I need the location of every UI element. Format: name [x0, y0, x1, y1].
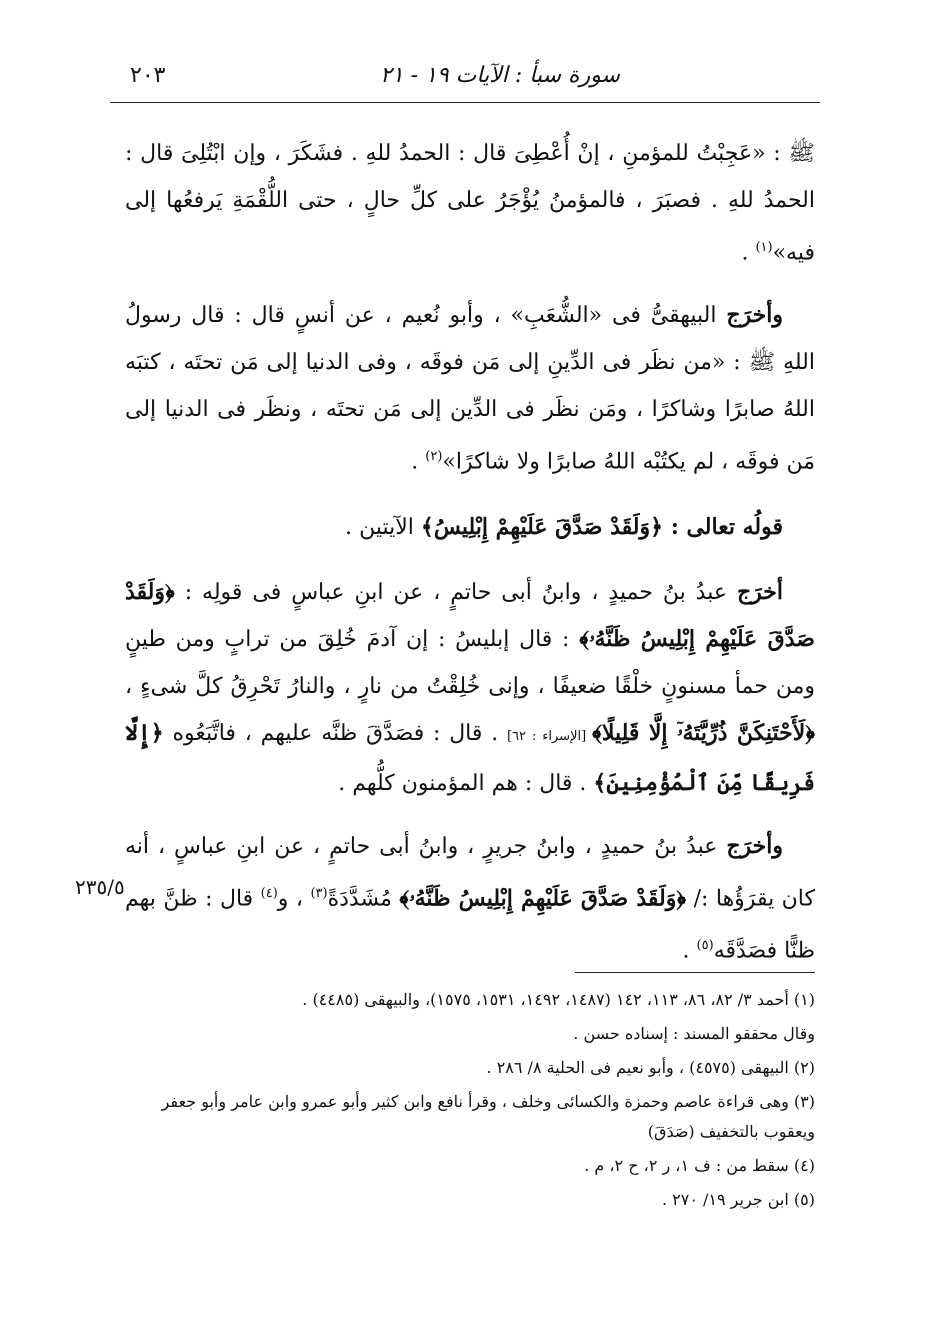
- paragraph-lead: أخرَج: [736, 578, 783, 605]
- footnote-5: (٥) ابن جرير ١٩/ ٢٧٠ .: [661, 1190, 815, 1209]
- footnote-2: (٢) البيهقى (٤٥٧٥) ، وأبو نعيم فى الحلية ٨/ ٢٨٦ .: [486, 1058, 815, 1077]
- header-rule: [110, 102, 820, 103]
- paragraph-tafsir-1: [125, 569, 815, 807]
- paragraph-end: .: [411, 449, 426, 475]
- verse-quote: ﴿وَلَقَدْ صَدَّقَ عَلَيْهِمْ إِبْلِيسُ ظَنَّهُۥ﴾: [125, 578, 815, 652]
- footnote-marker-1: (١): [755, 240, 773, 255]
- paragraph-lead: وأخرَج: [726, 302, 783, 329]
- footnote-4: (٤) سقط من : ف ١، ر ٢، ح ٢، م .: [584, 1156, 815, 1175]
- footnote-1: (١) أحمد ٣/ ٨٢، ٨٦، ١١٣، ١٤٢ (١٤٨٧، ١٤٩٢، ١٥٣١، ١٥٧٥)، والبيهقى (٤٤٨٥) .: [302, 990, 815, 1009]
- paragraph-text: البيهقىُّ فى «الشُّعَبِ» ، وأبو نُعيم ، عن أنسٍ قال : قال رسولُ اللهِ ﷺ : «من نظَر فى الدِّينِ إلى مَن فوقَه ، وفى الدنيا إلى مَن تحتَه ، كتبَه اللهُ صابرًا وشاكرًا ، ومَن نظَر فى الدِّين إلى مَن تحتَه ، ونظَر فى الدنيا إلى مَن فوقَه ، لم يكتُبْه اللهُ صابرًا ولا شاكرًا»: [125, 303, 815, 475]
- margin-page-reference: ٢٣٥/٥: [75, 875, 125, 899]
- footnote-marker-3: (٣): [310, 885, 328, 901]
- heading-tail: الآيتين .: [345, 514, 421, 540]
- footnotes: [125, 985, 815, 1219]
- paragraph-end: .: [682, 938, 697, 964]
- paragraph-text: ، و: [277, 885, 311, 911]
- paragraph-text: قال : ظنَّ بهم ظنًّا فصَدَّقَه: [125, 885, 815, 964]
- paragraph-text: مُشَدَّدَةً: [327, 885, 400, 911]
- paragraph-end: .: [741, 240, 756, 266]
- footnote-marker-2: (٢): [425, 449, 443, 465]
- heading-verse: ﴿وَلَقَدْ صَدَّقَ عَلَيْهِمْ إِبْلِيسُ﴾: [420, 513, 671, 540]
- paragraph-lead: وأخرَج: [726, 832, 783, 859]
- footnote-marker-5: (٥): [696, 937, 714, 953]
- paragraph-text: . قال : فصَدَّقَ ظنَّه عليهم ، فاتَّبَعُوه: [163, 720, 507, 746]
- running-title: سورة سبأ : الآيات ١٩ - ٢١: [379, 63, 620, 88]
- footnote-1-note: وقال محققو المسند : إسناده حسن .: [573, 1024, 815, 1043]
- verse-quote: ﴿لَأَحْتَنِكَنَّ ذُرِّيَّتَهُۥٓ إِلَّا قَلِيلًا﴾: [592, 719, 815, 746]
- paragraph-text: ﷺ : «عَجِبْتُ للمؤمنِ ، إنْ أُعْطِىَ قال : الحمدُ للهِ . فشَكَرَ ، وإن ابْتُلِىَ قال : الحمدُ للهِ . فصبَرَ ، فالمؤمنُ يُؤْجَرُ على كلِّ حالٍ ، حتى اللُّقْمَةِ يَرفعُها إلى فيه»: [125, 141, 815, 266]
- paragraph-hadith-2: [125, 292, 815, 485]
- footnote-marker-4: (٤): [260, 885, 278, 901]
- paragraph-text: . قال : هم المؤمنون كلُّهم .: [338, 770, 594, 796]
- paragraph-tafsir-2: [125, 823, 815, 975]
- verse-quote: ﴿إِلَّا فَرِيقًا مِّنَ ٱلْمُؤْمِنِينَ﴾: [125, 719, 815, 796]
- paragraph-hadith-1: [125, 130, 815, 276]
- footnote-3: (٣) وهى قراءة عاصم وحمزة والكسائى وخلف ، وقرأ نافع وابن كثير وأبو عمرو وابن عامر وأبو جعفر ويعقوب بالتخفيف (صَدَقَ): [161, 1092, 815, 1141]
- verse-reference: [الإسراء : ٦٢]: [506, 728, 593, 744]
- main-text: [125, 130, 815, 990]
- paragraph-text: : قال إبليسُ : إن آدمَ خُلِقَ من ترابٍ ومن طينٍ ومن حمأ مسنونٍ خلْقًا ضعيفًا ، وإنى خُلِقْتُ من نارٍ ، والنارُ تَحْرِقُ كلَّ شىءٍ ،: [125, 626, 815, 699]
- footnote-rule: [575, 972, 815, 973]
- paragraph-text: عبدُ بنُ حميدٍ ، وابنُ جريرٍ ، وابنُ أبى حاتمٍ ، عن ابنِ عباسٍ ، أنه كان يقرَؤُها :/: [125, 833, 815, 911]
- verse-heading: [125, 504, 815, 551]
- page-number: ٢٠٣: [130, 63, 166, 88]
- verse-quote: ﴿وَلَقَدْ صَدَّقَ عَلَيْهِمْ إِبْلِيسُ ظَنَّهُۥ﴾: [399, 884, 687, 911]
- page-header: [110, 55, 820, 95]
- paragraph-text: عبدُ بنُ حميدٍ ، وابنُ أبى حاتمٍ ، عن ابنِ عباسٍ فى قولِه :: [174, 579, 737, 605]
- heading-lead: قولُه تعالى :: [670, 513, 783, 540]
